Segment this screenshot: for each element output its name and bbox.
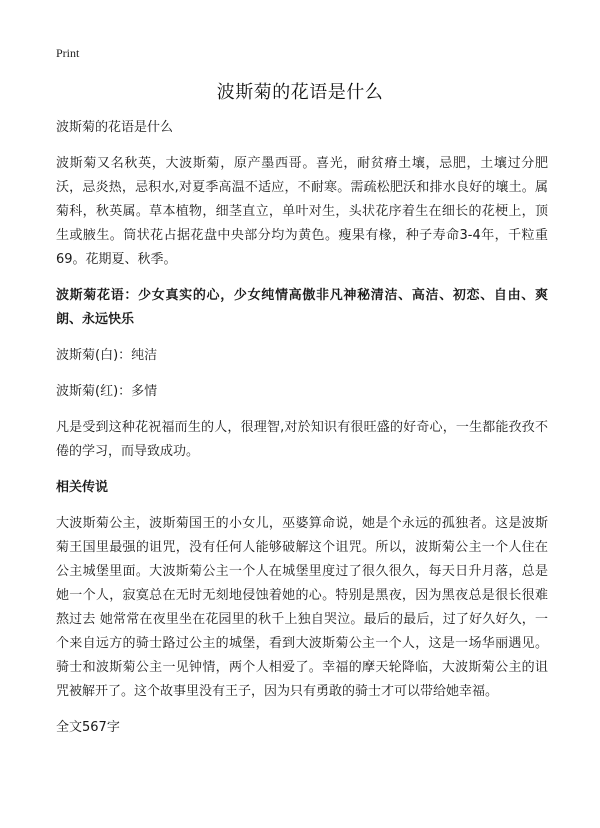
legend-paragraph: 大波斯菊公主，波斯菊国王的小女儿，巫婆算命说，她是个永远的孤独者。这是波斯菊王国里最强的诅咒，没有任何人能够破解这个诅咒。所以，波斯菊公主一个人住在公主城堡里面。大波斯菊公主一个人在城堡里度过了很久很久，每天日升月落，总是她一个人，寂寞总在无时无刻地侵蚀着她的心。特别是黑夜，因为黑夜总是很长很难熬过去 她常常在夜里坐在花园里的秋千上独自哭泣。最后的最后，过了好久好久，一个来自远方的骑士路过公主的城堡，看到大波斯菊公主一个人，这是一场华丽遇见。骑士和波斯菊公主一见钟情，两个人相爱了。幸福的摩天轮降临，大波斯菊公主的诅咒被解开了。这个故事里没有王子，因为只有勇敢的骑士才可以带给她幸福。 [56,516,548,699]
word-count: 全文567字 [56,720,120,735]
red-meaning: 波斯菊(红)：多情 [56,384,158,399]
article-body [56,116,548,752]
print-label: Print [56,46,80,60]
legend-heading: 相关传说 [56,480,109,495]
page-title: 波斯菊的花语是什么 [216,82,384,103]
description-paragraph: 波斯菊又名秋英，大波斯菊，原产墨西哥。喜光，耐贫瘠土壤，忌肥，土壤过分肥沃，忌炎热，忌积水,对夏季高温不适应，不耐寒。需疏松肥沃和排水良好的壤土。属菊科，秋英属。草本植物，细茎直立，单叶对生，头状花序着生在细长的花梗上，顶生或腋生。筒状花占据花盘中央部分均为黄色。瘦果有椽，种子寿命3-4年，千粒重69。花期夏、秋季。 [56,156,548,267]
white-meaning: 波斯菊(白)：纯洁 [56,348,158,363]
flower-language-paragraph: 波斯菊花语：少女真实的心，少女纯情高傲非凡神秘清洁、高洁、初恋、自由、爽朗、永远快乐 [56,288,548,327]
intro-line: 波斯菊的花语是什么 [56,120,174,135]
blessing-paragraph: 凡是受到这种花祝福而生的人，很理智,对於知识有很旺盛的好奇心，一生都能孜孜不倦的学习，而导致成功。 [56,420,548,459]
